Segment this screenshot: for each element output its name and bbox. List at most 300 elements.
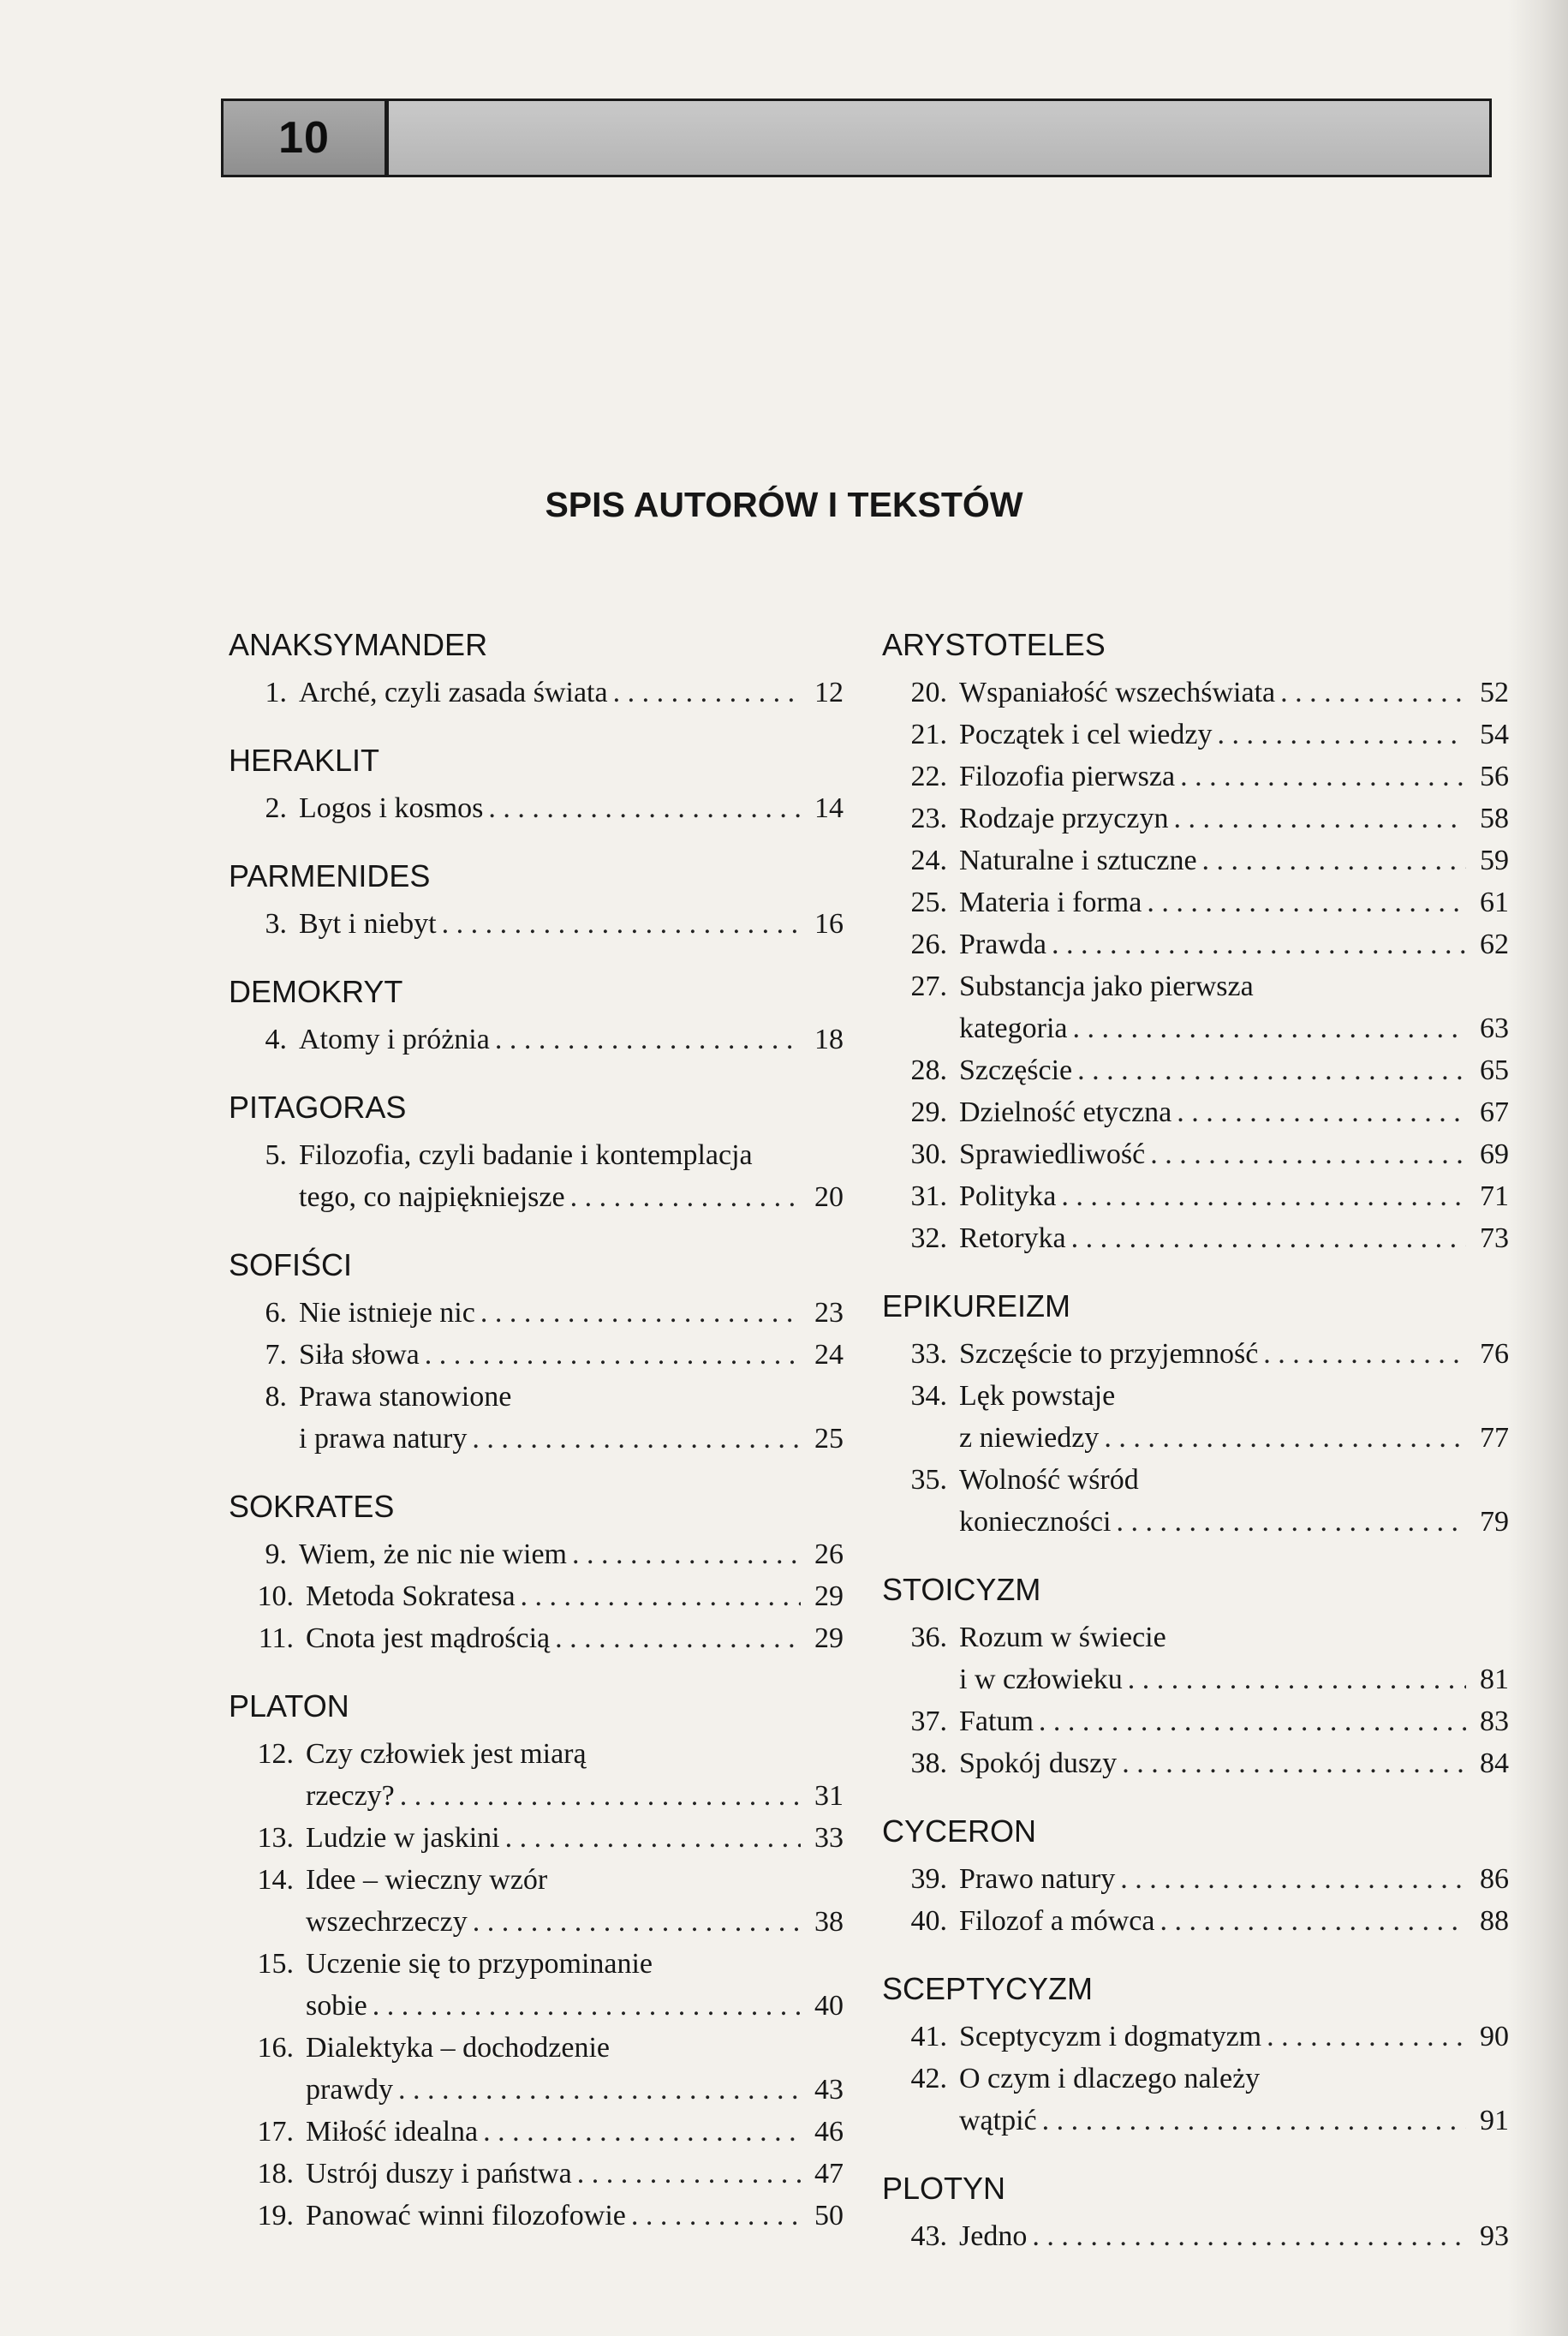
entry-title-line: Spokój duszy: [959, 1748, 1118, 1779]
entry-last-line: [959, 1501, 1509, 1543]
toc-entry: [882, 672, 1509, 714]
dot-leader: [1267, 2016, 1466, 2058]
author-heading: SOFIŚCI: [229, 1247, 353, 1282]
entry-last-line: [959, 1007, 1509, 1049]
entry-title-line: Materia i forma: [959, 887, 1142, 918]
entry-body: [299, 1019, 844, 1060]
entry-page-number: 76: [1480, 1338, 1509, 1370]
entry-last-line: [299, 787, 844, 829]
entry-title-line: Prawa stanowione: [299, 1381, 512, 1413]
entry-page-number: 84: [1480, 1748, 1509, 1779]
entry-page-number: 67: [1480, 1096, 1509, 1128]
dot-leader: [1147, 881, 1466, 923]
entry-page-number: 59: [1480, 845, 1509, 876]
entry-body: [959, 2215, 1509, 2257]
entry-title-line: i w człowieku: [959, 1664, 1123, 1695]
dot-leader: [1104, 1417, 1466, 1459]
entry-page-number: 25: [814, 1423, 844, 1455]
entry-body: [299, 1376, 844, 1460]
entry-number: 17.: [257, 2116, 294, 2148]
dot-leader: [1061, 1175, 1466, 1217]
entry-last-line: [959, 1217, 1509, 1259]
page-header-bar: [221, 99, 1492, 177]
entry-page-number: 61: [1480, 887, 1509, 918]
toc-entry: [229, 1134, 844, 1218]
entry-number: 9.: [265, 1538, 287, 1570]
entry-title-line: sobie: [306, 1990, 367, 2022]
author-heading: EPIKUREIZM: [882, 1288, 1071, 1323]
section-gap: [229, 945, 844, 971]
entry-number: 31.: [910, 1180, 947, 1212]
author-heading: ARYSTOTELES: [882, 627, 1106, 662]
entry-last-line: [306, 2069, 844, 2111]
dot-leader: [1039, 1700, 1466, 1742]
entry-page-number: 14: [814, 792, 844, 824]
toc-entry: [882, 1091, 1509, 1133]
entry-page-number: 77: [1480, 1422, 1509, 1454]
entry-page-number: 54: [1480, 719, 1509, 750]
entry-title-line: konieczności: [959, 1506, 1112, 1538]
entry-title-line: Atomy i próżnia: [299, 1024, 490, 1055]
author-section: [882, 1285, 1509, 1543]
toc-entry: [882, 714, 1509, 756]
author-heading: PARMENIDES: [229, 858, 431, 893]
toc-entry: [882, 1742, 1509, 1784]
entry-body: [306, 2027, 844, 2111]
entry-body: [959, 1375, 1509, 1459]
toc-entry: [882, 1900, 1509, 1942]
entry-last-line: [306, 2153, 844, 2195]
entry-title-line: Metoda Sokratesa: [306, 1580, 516, 1612]
author-heading: HERAKLIT: [229, 743, 380, 778]
section-gap: [882, 1942, 1509, 1968]
toc-column-right: [882, 624, 1509, 2257]
author-heading: PLATON: [229, 1688, 349, 1724]
dot-leader: [425, 1334, 801, 1376]
dot-leader: [1073, 1007, 1467, 1049]
entry-body: [959, 881, 1509, 923]
entry-number: 24.: [910, 845, 947, 876]
toc-entry: [229, 1943, 844, 2027]
page-edge-shadow: [1508, 0, 1568, 2336]
entry-page-number: 20: [814, 1181, 844, 1213]
entry-title-line: Prawda: [959, 929, 1046, 960]
entry-body: [959, 1049, 1509, 1091]
entry-number: 32.: [910, 1222, 947, 1254]
dot-leader: [570, 1176, 801, 1218]
entry-number: 22.: [910, 761, 947, 792]
toc-entry: [882, 1858, 1509, 1900]
section-gap: [229, 1460, 844, 1485]
entry-page-number: 16: [814, 908, 844, 940]
entry-page-number: 63: [1480, 1013, 1509, 1044]
entry-number: 7.: [265, 1339, 287, 1371]
entry-page-number: 29: [814, 1580, 844, 1612]
entry-page-number: 79: [1480, 1506, 1509, 1538]
entry-title-line: Sceptycyzm i dogmatyzm: [959, 2021, 1262, 2052]
entry-title-line: Substancja jako pierwsza: [959, 971, 1254, 1002]
entry-title-line: Szczęście: [959, 1054, 1073, 1086]
entry-page-number: 18: [814, 1024, 844, 1055]
entry-title-line: Naturalne i sztuczne: [959, 845, 1197, 876]
dot-leader: [1217, 714, 1466, 756]
entry-title-line: z niewiedzy: [959, 1422, 1100, 1454]
entry-body: [959, 2016, 1509, 2058]
entry-page-number: 56: [1480, 761, 1509, 792]
entry-last-line: [959, 1858, 1509, 1900]
entry-page-number: 38: [814, 1906, 844, 1938]
toc-entry: [229, 1617, 844, 1659]
author-heading: ANAKSYMANDER: [229, 627, 488, 662]
entry-title-line: Miłość idealna: [306, 2116, 479, 2148]
entry-title-line: Dzielność etyczna: [959, 1096, 1172, 1128]
entry-title-line: Jedno: [959, 2220, 1028, 2252]
entry-body: [306, 2195, 844, 2237]
entry-last-line: [959, 756, 1509, 798]
entry-title-line: Dialektyka – dochodzenie: [306, 2032, 610, 2064]
entry-last-line: [959, 2215, 1509, 2257]
author-section: [882, 624, 1509, 1259]
entry-page-number: 62: [1480, 929, 1509, 960]
entry-body: [306, 1733, 844, 1817]
toc-entry: [882, 1459, 1509, 1543]
dot-leader: [1120, 1858, 1466, 1900]
dot-leader: [488, 787, 801, 829]
entry-page-number: 40: [814, 1990, 844, 2022]
section-gap: [229, 1218, 844, 1244]
entry-page-number: 46: [814, 2116, 844, 2148]
dot-leader: [1177, 1091, 1466, 1133]
entry-last-line: [299, 1533, 844, 1575]
toc-entry: [882, 1333, 1509, 1375]
toc-entry: [229, 1376, 844, 1460]
entry-body: [299, 1334, 844, 1376]
entry-last-line: [306, 2195, 844, 2237]
entry-last-line: [306, 1901, 844, 1943]
entry-title-line: Ustrój duszy i państwa: [306, 2158, 572, 2190]
entry-last-line: [959, 1417, 1509, 1459]
entry-number: 23.: [910, 803, 947, 834]
entry-title-line: Fatum: [959, 1706, 1034, 1737]
entry-page-number: 91: [1480, 2105, 1509, 2136]
entry-page-number: 71: [1480, 1180, 1509, 1212]
entry-last-line: [306, 2111, 844, 2153]
dot-leader: [1280, 672, 1466, 714]
dot-leader: [373, 1985, 801, 2027]
section-gap: [229, 714, 844, 739]
entry-number: 12.: [257, 1738, 294, 1770]
toc-entry: [882, 2215, 1509, 2257]
toc-entry: [229, 787, 844, 829]
entry-last-line: [959, 881, 1509, 923]
entry-body: [959, 923, 1509, 965]
entry-last-line: [959, 714, 1509, 756]
entry-title-line: Panować winni filozofowie: [306, 2200, 626, 2231]
entry-page-number: 52: [1480, 677, 1509, 708]
dot-leader: [1263, 1333, 1466, 1375]
entry-last-line: [299, 1292, 844, 1334]
toc-entry: [229, 2195, 844, 2237]
entry-number: 37.: [910, 1706, 947, 1737]
entry-title-line: Logos i kosmos: [299, 792, 484, 824]
entry-page-number: 24: [814, 1339, 844, 1371]
entry-last-line: [959, 1742, 1509, 1784]
entry-number: 27.: [910, 971, 947, 1002]
dot-leader: [1150, 1133, 1466, 1175]
entry-last-line: [959, 672, 1509, 714]
entry-title-line: Filozof a mówca: [959, 1905, 1155, 1937]
dot-leader: [1032, 2215, 1466, 2257]
entry-body: [306, 1817, 844, 1859]
author-section: [229, 855, 844, 945]
entry-number: 5.: [265, 1139, 287, 1171]
entry-number: 4.: [265, 1024, 287, 1055]
dot-leader: [1077, 1049, 1466, 1091]
toc-entry: [882, 1217, 1509, 1259]
entry-last-line: [959, 1658, 1509, 1700]
entry-number: 33.: [910, 1338, 947, 1370]
entry-title-line: Idee – wieczny wzór: [306, 1864, 548, 1896]
toc-entry: [229, 2111, 844, 2153]
entry-title-line: Czy człowiek jest miarą: [306, 1738, 587, 1770]
entry-number: 16.: [257, 2032, 294, 2064]
author-section: [229, 739, 844, 829]
toc-entry: [882, 839, 1509, 881]
dot-leader: [631, 2195, 801, 2237]
entry-title-line: Arché, czyli zasada świata: [299, 677, 608, 708]
entry-page-number: 43: [814, 2074, 844, 2106]
toc-column-left: [229, 624, 844, 2237]
entry-title-line: Rodzaje przyczyn: [959, 803, 1169, 834]
entry-last-line: [959, 2100, 1509, 2142]
entry-last-line: [959, 1133, 1509, 1175]
entry-title-line: Byt i niebyt: [299, 908, 437, 940]
entry-last-line: [299, 1418, 844, 1460]
entry-page-number: 86: [1480, 1863, 1509, 1895]
section-gap: [229, 1060, 844, 1086]
entry-number: 38.: [910, 1748, 947, 1779]
author-heading: SOKRATES: [229, 1489, 395, 1524]
entry-number: 1.: [265, 677, 287, 708]
author-section: [882, 1968, 1509, 2142]
entry-number: 42.: [910, 2063, 947, 2094]
dot-leader: [1174, 798, 1467, 839]
entry-last-line: [959, 1175, 1509, 1217]
entry-title-line: prawdy: [306, 2074, 393, 2106]
entry-number: 41.: [910, 2021, 947, 2052]
entry-last-line: [299, 903, 844, 945]
entry-title-line: Wolność wśród: [959, 1464, 1139, 1496]
toc-entry: [882, 798, 1509, 839]
dot-leader: [572, 1533, 801, 1575]
entry-page-number: 29: [814, 1622, 844, 1654]
entry-last-line: [299, 1176, 844, 1218]
entry-page-number: 47: [814, 2158, 844, 2190]
dot-leader: [521, 1575, 801, 1617]
entry-page-number: 93: [1480, 2220, 1509, 2252]
entry-title-line: Wspaniałość wszechświata: [959, 677, 1276, 708]
dot-leader: [1128, 1658, 1466, 1700]
author-section: [229, 624, 844, 714]
entry-body: [959, 1858, 1509, 1900]
dot-leader: [577, 2153, 801, 2195]
author-heading: DEMOKRYT: [229, 974, 403, 1009]
entry-body: [959, 672, 1509, 714]
toc-entry: [882, 1616, 1509, 1700]
entry-page-number: 90: [1480, 2021, 1509, 2052]
entry-last-line: [959, 2016, 1509, 2058]
author-section: [882, 1568, 1509, 1784]
entry-body: [959, 1091, 1509, 1133]
entry-body: [959, 1333, 1509, 1375]
dot-leader: [555, 1617, 801, 1659]
entry-body: [959, 1616, 1509, 1700]
toc-entry: [882, 1175, 1509, 1217]
dot-leader: [442, 903, 801, 945]
entry-title-line: Cnota jest mądrością: [306, 1622, 551, 1654]
entry-number: 18.: [257, 2158, 294, 2190]
toc-entry: [229, 1533, 844, 1575]
entry-last-line: [959, 1900, 1509, 1942]
entry-body: [299, 672, 844, 714]
entry-number: 21.: [910, 719, 947, 750]
entry-number: 6.: [265, 1297, 287, 1329]
entry-title-line: Początek i cel wiedzy: [959, 719, 1213, 750]
entry-number: 43.: [910, 2220, 947, 2252]
entry-body: [959, 1742, 1509, 1784]
dot-leader: [398, 2069, 801, 2111]
page-title: SPIS AUTORÓW I TEKSTÓW: [545, 485, 1023, 524]
section-gap: [229, 1659, 844, 1685]
author-section: [229, 1685, 844, 2237]
entry-number: 36.: [910, 1622, 947, 1653]
page-number: 10: [278, 113, 330, 163]
entry-body: [299, 1533, 844, 1575]
entry-number: 35.: [910, 1464, 947, 1496]
dot-leader: [472, 1418, 801, 1460]
entry-body: [959, 798, 1509, 839]
entry-last-line: [959, 923, 1509, 965]
entry-page-number: 26: [814, 1538, 844, 1570]
entry-body: [959, 1175, 1509, 1217]
dot-leader: [1042, 2100, 1466, 2142]
entry-body: [959, 839, 1509, 881]
entry-number: 3.: [265, 908, 287, 940]
entry-title-line: i prawa natury: [299, 1423, 468, 1455]
toc-entry: [229, 1859, 844, 1943]
entry-body: [306, 1575, 844, 1617]
entry-body: [306, 1617, 844, 1659]
dot-leader: [473, 1901, 801, 1943]
dot-leader: [505, 1817, 801, 1859]
author-section: [229, 1244, 844, 1460]
author-heading: CYCERON: [882, 1813, 1037, 1849]
toc-entry: [229, 1019, 844, 1060]
author-section: [882, 2167, 1509, 2257]
entry-number: 25.: [910, 887, 947, 918]
dot-leader: [1202, 839, 1466, 881]
entry-number: 10.: [257, 1580, 294, 1612]
entry-body: [299, 1134, 844, 1218]
section-gap: [882, 1543, 1509, 1568]
entry-page-number: 12: [814, 677, 844, 708]
author-heading: SCEPTYCYZM: [882, 1971, 1094, 2006]
entry-last-line: [959, 1700, 1509, 1742]
entry-body: [306, 1943, 844, 2027]
dot-leader: [1071, 1217, 1466, 1259]
entry-page-number: 81: [1480, 1664, 1509, 1695]
entry-last-line: [306, 1817, 844, 1859]
dot-leader: [1122, 1742, 1466, 1784]
entry-title-line: Wiem, że nic nie wiem: [299, 1538, 568, 1570]
entry-title-line: wszechrzeczy: [306, 1906, 468, 1938]
entry-number: 13.: [257, 1822, 294, 1854]
entry-page-number: 65: [1480, 1054, 1509, 1086]
entry-title-line: Prawo natury: [959, 1863, 1116, 1895]
entry-number: 34.: [910, 1380, 947, 1412]
entry-title-line: tego, co najpiękniejsze: [299, 1181, 565, 1213]
entry-last-line: [959, 839, 1509, 881]
entry-number: 19.: [257, 2200, 294, 2231]
entry-title-line: Polityka: [959, 1180, 1057, 1212]
entry-last-line: [959, 1049, 1509, 1091]
entry-title-line: Filozofia, czyli badanie i kontemplacja: [299, 1139, 753, 1171]
dot-leader: [1117, 1501, 1467, 1543]
entry-title-line: wątpić: [959, 2105, 1037, 2136]
toc-entry: [229, 1733, 844, 1817]
entry-title-line: Siła słowa: [299, 1339, 420, 1371]
entry-number: 8.: [265, 1381, 287, 1413]
entry-number: 28.: [910, 1054, 947, 1086]
entry-title-line: rzeczy?: [306, 1780, 395, 1812]
author-heading: PITAGORAS: [229, 1090, 407, 1125]
entry-title-line: O czym i dlaczego należy: [959, 2063, 1261, 2094]
entry-last-line: [306, 1985, 844, 2027]
entry-last-line: [299, 672, 844, 714]
entry-last-line: [959, 1091, 1509, 1133]
entry-number: 15.: [257, 1948, 294, 1980]
entry-body: [959, 1133, 1509, 1175]
entry-title-line: kategoria: [959, 1013, 1068, 1044]
entry-last-line: [306, 1575, 844, 1617]
toc-entry: [229, 1575, 844, 1617]
entry-title-line: Lęk powstaje: [959, 1380, 1116, 1412]
entry-title-line: Rozum w świecie: [959, 1622, 1166, 1653]
entry-body: [959, 1459, 1509, 1543]
entry-number: 2.: [265, 792, 287, 824]
entry-page-number: 33: [814, 1822, 844, 1854]
entry-body: [299, 787, 844, 829]
toc-entry: [882, 2016, 1509, 2058]
entry-page-number: 88: [1480, 1905, 1509, 1937]
toc-entry: [882, 923, 1509, 965]
entry-body: [306, 2153, 844, 2195]
toc-entry: [229, 1817, 844, 1859]
dot-leader: [400, 1775, 801, 1817]
dot-leader: [495, 1019, 801, 1060]
entry-title-line: Sprawiedliwość: [959, 1138, 1146, 1170]
toc-entry: [882, 881, 1509, 923]
toc-entry: [882, 2058, 1509, 2142]
entry-body: [959, 1700, 1509, 1742]
entry-page-number: 31: [814, 1780, 844, 1812]
entry-number: 39.: [910, 1863, 947, 1895]
section-gap: [882, 2142, 1509, 2167]
dot-leader: [1160, 1900, 1467, 1942]
toc-entry: [229, 2027, 844, 2111]
entry-body: [299, 1292, 844, 1334]
entry-page-number: 23: [814, 1297, 844, 1329]
